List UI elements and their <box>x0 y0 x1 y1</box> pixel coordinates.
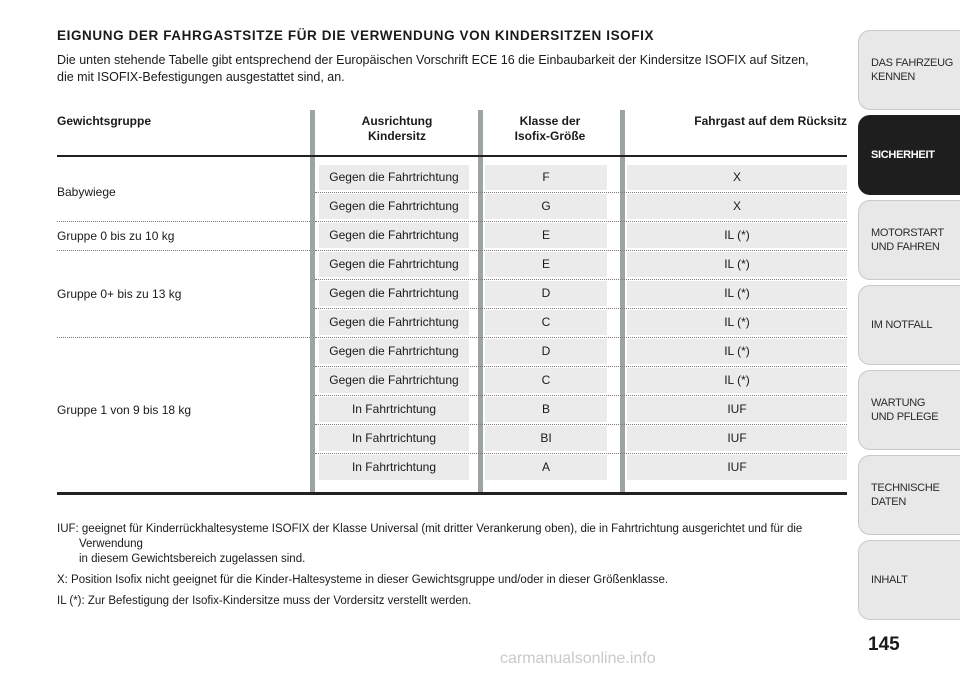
footnote-iuf-line-3: in diesem Gewichtsbereich zugelassen sind. <box>79 553 306 565</box>
sidebar-tab[interactable] <box>858 30 960 110</box>
sidebar-tab-line-1: WARTUNG <box>871 397 926 409</box>
row-divider <box>315 279 847 280</box>
header-orientation-line-2: Kindersitz <box>367 129 426 143</box>
cell-class: G <box>485 194 607 219</box>
cell-orientation: Gegen die Fahrtrichtung <box>319 339 469 364</box>
sidebar-tab-label <box>871 318 932 332</box>
cell-class: D <box>485 281 607 306</box>
footnotes <box>57 522 847 615</box>
sidebar-tab[interactable] <box>858 540 960 620</box>
row-divider <box>315 308 847 309</box>
cell-orientation: In Fahrtrichtung <box>319 455 469 480</box>
cell-class: C <box>485 310 607 335</box>
sidebar-tab-line-1: TECHNISCHE <box>871 482 940 494</box>
sidebar-tab-line-1: SICHERHEIT <box>871 149 935 161</box>
row-divider <box>315 395 847 396</box>
group-divider <box>57 337 310 338</box>
intro-line-2: die mit ISOFIX-Befestigungen ausgestattet sind, an. <box>57 70 345 84</box>
cell-rear-seat: IL (*) <box>627 281 847 306</box>
header-group: Gewichtsgruppe <box>57 114 152 128</box>
cell-rear-seat: IL (*) <box>627 310 847 335</box>
cell-rear-seat: IUF <box>627 426 847 451</box>
cell-rear-seat: IL (*) <box>627 339 847 364</box>
header-orientation-line-1: Ausrichtung <box>361 114 433 128</box>
group-label: Gruppe 1 von 9 bis 18 kg <box>57 402 192 417</box>
header-rear-seat: Fahrgast auf dem Rücksitz <box>694 114 847 128</box>
sidebar-tab-line-2: DATEN <box>871 496 906 508</box>
intro-line-1: Die unten stehende Tabelle gibt entsprechend der Europäischen Vorschrift ECE 16 die Einbaubarkeit der Kindersitze ISOFIX auf Sitzen, <box>57 53 809 67</box>
cell-rear-seat: IL (*) <box>627 223 847 248</box>
column-separator <box>478 110 483 494</box>
row-divider <box>315 337 847 338</box>
cell-orientation: Gegen die Fahrtrichtung <box>319 223 469 248</box>
row-divider <box>315 424 847 425</box>
header-class-line-1: Klasse der <box>519 114 581 128</box>
group-divider <box>57 221 310 222</box>
cell-class: E <box>485 223 607 248</box>
sidebar-tab-label <box>871 396 938 424</box>
sidebar-tab-label <box>871 56 953 84</box>
cell-orientation: Gegen die Fahrtrichtung <box>319 165 469 190</box>
group-label: Gruppe 0 bis zu 10 kg <box>57 228 175 243</box>
cell-class: D <box>485 339 607 364</box>
table-bottom-rule <box>57 492 847 495</box>
sidebar-tab-label <box>871 481 940 509</box>
sidebar-tab[interactable] <box>858 370 960 450</box>
column-separator <box>310 110 315 494</box>
sidebar-tab-line-2: UND PFLEGE <box>871 411 939 423</box>
column-separator <box>620 110 625 494</box>
cell-class: C <box>485 368 607 393</box>
sidebar-tab[interactable] <box>858 285 960 365</box>
cell-orientation: In Fahrtrichtung <box>319 426 469 451</box>
sidebar-tab-line-1: MOTORSTART <box>871 227 944 239</box>
sidebar-tab-label <box>871 148 935 162</box>
cell-rear-seat: IL (*) <box>627 368 847 393</box>
footnote-x: X: Position Isofix nicht geeignet für die Kinder-Haltesysteme in dieser Gewichtsgruppe und/oder in dieser Größenklasse. <box>57 574 669 586</box>
page-number: 145 <box>868 634 900 655</box>
watermark: carmanualsonline.info <box>500 650 656 667</box>
footnote-iuf-line-2: Verwendung <box>79 538 143 550</box>
sidebar-tab-line-1: DAS FAHRZEUG <box>871 57 953 69</box>
group-label: Gruppe 0+ bis zu 13 kg <box>57 286 182 301</box>
header-class-line-2: Isofix-Größe <box>514 129 586 143</box>
row-divider <box>315 366 847 367</box>
sidebar-tab[interactable] <box>858 115 960 195</box>
group-label: Babywiege <box>57 185 116 199</box>
section-title: EIGNUNG DER FAHRGASTSITZE FÜR DIE VERWENDUNG VON KINDERSITZEN ISOFIX <box>57 28 655 43</box>
row-divider <box>315 453 847 454</box>
sidebar-tab-line-2: KENNEN <box>871 71 916 83</box>
cell-class: E <box>485 252 607 277</box>
header-rule <box>57 155 847 157</box>
cell-rear-seat: X <box>627 194 847 219</box>
intro-text <box>57 52 837 86</box>
header-class <box>485 114 615 144</box>
sidebar-tab-line-1: INHALT <box>871 574 908 586</box>
cell-rear-seat: IUF <box>627 397 847 422</box>
cell-orientation: Gegen die Fahrtrichtung <box>319 281 469 306</box>
row-divider <box>315 192 847 193</box>
cell-orientation: Gegen die Fahrtrichtung <box>319 252 469 277</box>
cell-orientation: Gegen die Fahrtrichtung <box>319 368 469 393</box>
sidebar-tab-line-1: IM NOTFALL <box>871 319 933 331</box>
group-divider <box>57 250 310 251</box>
sidebar-tab-line-2: UND FAHREN <box>871 241 940 253</box>
footnote-iuf <box>57 522 847 567</box>
footnote-iuf-line-1: IUF: geeignet für Kinderrückhaltesysteme ISOFIX der Klasse Universal (mit dritter Verankerung oben), die in Fahrtrichtung ausgerichtet und für die <box>57 523 803 535</box>
cell-orientation: Gegen die Fahrtrichtung <box>319 194 469 219</box>
row-divider <box>315 250 847 251</box>
cell-class: B <box>485 397 607 422</box>
cell-rear-seat: IUF <box>627 455 847 480</box>
cell-rear-seat: IL (*) <box>627 252 847 277</box>
header-orientation <box>319 114 475 144</box>
isofix-table <box>57 110 847 496</box>
cell-class: F <box>485 165 607 190</box>
cell-class: A <box>485 455 607 480</box>
sidebar-tab[interactable] <box>858 455 960 535</box>
cell-orientation: In Fahrtrichtung <box>319 397 469 422</box>
sidebar-tab-label <box>871 226 944 254</box>
sidebar-tab-label <box>871 573 908 587</box>
footnote-il: IL (*): Zur Befestigung der Isofix-Kindersitze muss der Vordersitz verstellt werden. <box>57 595 472 607</box>
cell-orientation: Gegen die Fahrtrichtung <box>319 310 469 335</box>
cell-class: BI <box>485 426 607 451</box>
cell-rear-seat: X <box>627 165 847 190</box>
sidebar-tab[interactable] <box>858 200 960 280</box>
row-divider <box>315 221 847 222</box>
